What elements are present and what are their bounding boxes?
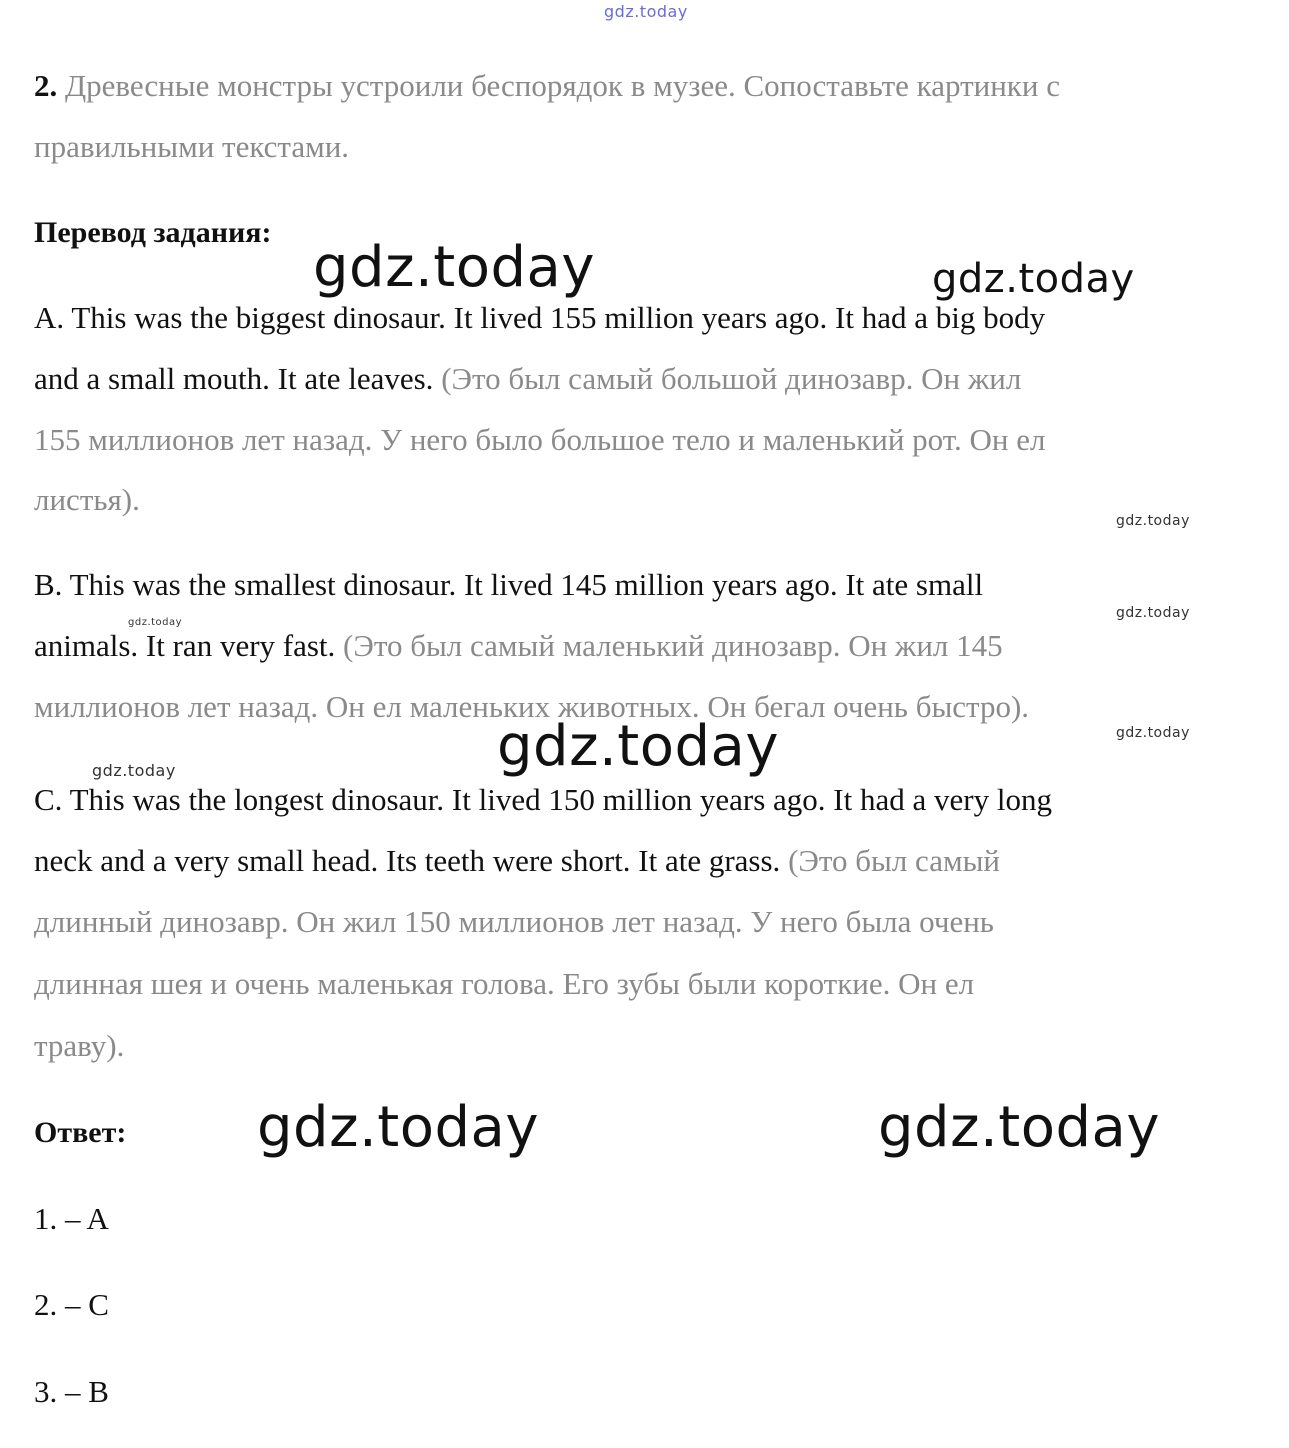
paragraph-c-english: neck and a very small head. Its teeth were short. It ate grass.	[34, 843, 789, 878]
paragraph-b-line-1: B. This was the smallest dinosaur. It lived 145 million years ago. It ate small	[34, 567, 984, 602]
watermark-small-2: gdz.today	[1116, 605, 1190, 621]
paragraph-a-line-1: A. This was the biggest dinosaur. It lived 155 million years ago. It had a big body	[34, 300, 1046, 335]
watermark-large-4: gdz.today	[878, 1095, 1161, 1160]
answer-item-2: 2. – C	[34, 1287, 109, 1322]
watermark-small-4: gdz.today	[1116, 725, 1190, 741]
paragraph-a-english: and a small mouth. It ate leaves.	[34, 361, 442, 396]
paragraph-c-russian: (Это был самый	[788, 843, 1000, 878]
paragraph-c-line-1: C. This was the longest dinosaur. It lived 150 million years ago. It had a very long	[34, 782, 1052, 817]
paragraph-b-english: animals. It ran very fast.	[34, 628, 344, 663]
watermark-large-3: gdz.today	[257, 1095, 540, 1160]
watermark-top: gdz.today	[604, 2, 688, 21]
paragraph-a-russian: (Это был самый большой динозавр. Он жил	[441, 361, 1022, 396]
watermark-large-2: gdz.today	[497, 714, 780, 779]
paragraph-b-line-2	[34, 626, 1003, 666]
paragraph-c-line-2	[34, 841, 1000, 881]
watermark-mid-1: gdz.today	[932, 256, 1135, 302]
paragraph-c-line-4: длинная шея и очень маленькая голова. Его зубы были короткие. Он ел	[34, 966, 975, 1001]
task-line-2	[34, 127, 349, 167]
paragraph-a-line-4: листья).	[34, 482, 140, 517]
task-text-2: правильными текстами.	[34, 129, 350, 164]
watermark-large-1: gdz.today	[313, 235, 596, 300]
translation-label: Перевод задания:	[34, 216, 272, 249]
paragraph-a-line-2	[34, 359, 1021, 399]
paragraph-b-russian: (Это был самый маленький динозавр. Он жил 145	[343, 628, 1003, 663]
paragraph-c-line-3: длинный динозавр. Он жил 150 миллионов лет назад. У него была очень	[34, 904, 994, 939]
paragraph-a-line-3: 155 миллионов лет назад. У него было большое тело и маленький рот. Он ел	[34, 422, 1046, 457]
watermark-small-1: gdz.today	[1116, 513, 1190, 529]
task-text-1: Древесные монстры устроили беспорядок в музее. Сопоставьте картинки с	[65, 68, 1060, 103]
answer-item-1: 1. – A	[34, 1201, 109, 1236]
task-line-1	[34, 66, 1060, 106]
paragraph-b-line-3: миллионов лет назад. Он ел маленьких животных. Он бегал очень быстро).	[34, 689, 1030, 724]
answer-label: Ответ:	[34, 1116, 127, 1149]
answer-item-3: 3. – B	[34, 1374, 109, 1409]
watermark-small-3: gdz.today	[128, 617, 183, 628]
watermark-small-5: gdz.today	[92, 761, 176, 780]
task-number: 2.	[34, 68, 58, 103]
paragraph-c-line-5: траву).	[34, 1028, 125, 1063]
